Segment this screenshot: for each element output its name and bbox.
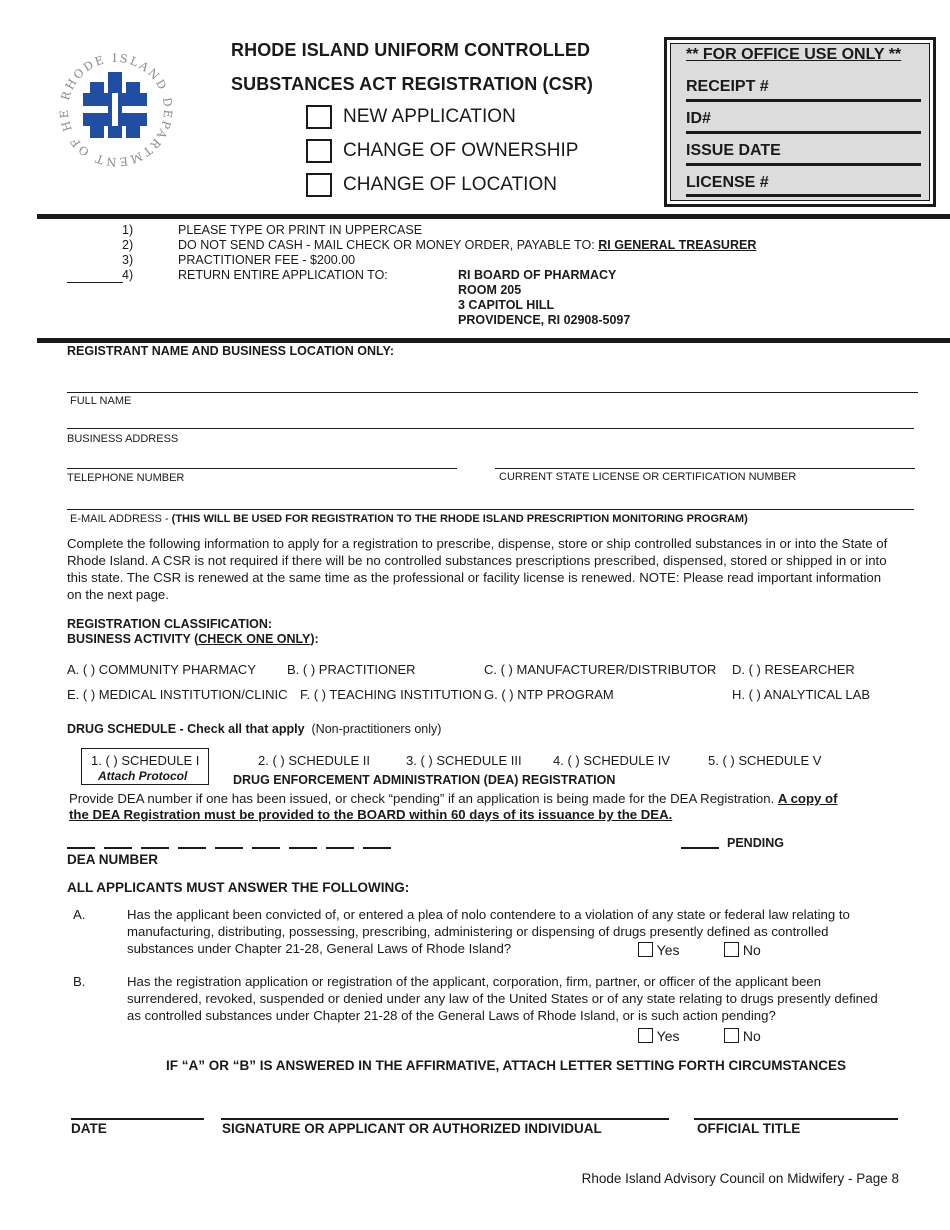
question-a-yes-checkbox[interactable] — [638, 942, 653, 957]
schedule-iii-option[interactable]: 3. ( ) SCHEDULE III — [406, 753, 522, 768]
svg-text:RHODE ISLAND DEPARTMENT OF HEA: RHODE ISLAND DEPARTMENT OF HE — [56, 50, 176, 170]
dea-number-label: DEA NUMBER — [67, 852, 158, 867]
instruction-number-1: 1) — [122, 223, 134, 237]
instruction-number-3: 3) — [122, 253, 134, 267]
business-activity-heading-a: BUSINESS ACTIVITY ( — [67, 632, 199, 646]
instruction-text-2-main: DO NOT SEND CASH - MAIL CHECK OR MONEY ORDER, PAYABLE TO: — [178, 238, 599, 252]
instruction-text-1: PLEASE TYPE OR PRINT IN UPPERCASE — [178, 223, 423, 237]
email-line[interactable] — [67, 509, 914, 510]
seal-cross-icon — [52, 38, 180, 170]
affirmative-note: IF “A” OR “B” IS ANSWERED IN THE AFFIRMATIVE, ATTACH LETTER SETTING FORTH CIRCUMSTANCES — [166, 1058, 846, 1073]
change-of-ownership-label: CHANGE OF OWNERSHIP — [343, 140, 579, 161]
dea-digit-2[interactable] — [104, 847, 132, 849]
dea-heading: DRUG ENFORCEMENT ADMINISTRATION (DEA) REGISTRATION — [233, 773, 616, 787]
id-field-line[interactable] — [686, 131, 921, 134]
issue-date-field-line[interactable] — [686, 163, 921, 166]
question-b-no-checkbox[interactable] — [724, 1028, 739, 1043]
new-application-checkbox[interactable] — [306, 105, 332, 129]
address-line-3: 3 CAPITOL HILL — [458, 298, 555, 312]
dea-digit-8[interactable] — [326, 847, 354, 849]
email-label-prefix: E-MAIL ADDRESS - — [70, 513, 172, 525]
schedule-i-option[interactable]: 1. ( ) SCHEDULE I — [91, 753, 200, 768]
license-field-line[interactable] — [686, 194, 921, 197]
official-title-line[interactable] — [694, 1118, 898, 1120]
business-address-label: BUSINESS ADDRESS — [67, 433, 179, 445]
classification-option-b[interactable]: B. ( ) PRACTITIONER — [287, 662, 416, 677]
dea-digit-5[interactable] — [215, 847, 243, 849]
date-line[interactable] — [71, 1118, 204, 1120]
schedule-i-box — [81, 748, 209, 785]
schedule-iv-option[interactable]: 4. ( ) SCHEDULE IV — [553, 753, 671, 768]
change-of-location-label: CHANGE OF LOCATION — [343, 174, 557, 195]
instruction-number-4: 4) — [122, 268, 134, 282]
drug-schedule-note: (Non-practitioners only) — [311, 722, 442, 736]
classification-option-e[interactable]: E. ( ) MEDICAL INSTITUTION/CLINIC — [67, 687, 288, 702]
form-title-line1: RHODE ISLAND UNIFORM CONTROLLED — [231, 40, 591, 60]
attach-protocol-note: Attach Protocol — [98, 769, 188, 783]
form-title-line2: SUBSTANCES ACT REGISTRATION (CSR) — [231, 74, 593, 94]
question-a-no-label: No — [742, 942, 761, 958]
receipt-field-line[interactable] — [686, 99, 921, 102]
change-of-location-checkbox[interactable] — [306, 173, 332, 197]
check-one-only: CHECK ONE ONLY — [198, 632, 311, 646]
office-use-heading: ** FOR OFFICE USE ONLY ** — [686, 46, 902, 63]
instruction-number-2: 2) — [122, 238, 134, 252]
address-line-1: RI BOARD OF PHARMACY — [458, 268, 617, 282]
department-seal — [52, 38, 180, 170]
question-b-yes-checkbox[interactable] — [638, 1028, 653, 1043]
question-b-label: B. — [73, 974, 86, 989]
signature-label: SIGNATURE OR APPLICANT OR AUTHORIZED INDIVIDUAL — [222, 1121, 602, 1136]
address-line-4: PROVIDENCE, RI 02908-5097 — [458, 313, 631, 327]
telephone-line[interactable] — [67, 468, 457, 469]
instruction-text-2 — [178, 238, 756, 252]
classification-option-g[interactable]: G. ( ) NTP PROGRAM — [484, 687, 614, 702]
telephone-label: TELEPHONE NUMBER — [67, 472, 185, 484]
change-of-ownership-checkbox[interactable] — [306, 139, 332, 163]
question-a-yes[interactable] — [638, 942, 679, 958]
page-footer: Rhode Island Advisory Council on Midwifery - Page 8 — [581, 1171, 899, 1186]
question-a-yes-label: Yes — [656, 942, 680, 958]
schedule-ii-option[interactable]: 2. ( ) SCHEDULE II — [258, 753, 370, 768]
dea-instructions-text: Provide DEA number if one has been issued, or check “pending” if an application is being made for the DEA Registration. — [69, 791, 778, 806]
instruction-4-blank-line[interactable] — [67, 282, 123, 283]
office-use-box — [664, 37, 936, 207]
pending-check-line[interactable] — [681, 847, 719, 849]
email-label-note: (THIS WILL BE USED FOR REGISTRATION TO THE RHODE ISLAND PRESCRIPTION MONITORING PROGRAM) — [171, 513, 748, 525]
new-application-label: NEW APPLICATION — [343, 106, 516, 127]
business-activity-heading-c: ): — [310, 632, 319, 646]
classification-option-h[interactable]: H. ( ) ANALYTICAL LAB — [732, 687, 870, 702]
question-b-no-label: No — [742, 1028, 761, 1044]
license-number-line[interactable] — [495, 468, 915, 469]
id-field-label: ID# — [686, 110, 711, 127]
classification-heading: REGISTRATION CLASSIFICATION: — [67, 617, 273, 631]
question-b-yes[interactable] — [638, 1028, 679, 1044]
question-b-text: Has the registration application or registration of the applicant, corporation, firm, partner, or officer of the applicant been surrendered, revoked, suspended or denied under any law of the United States or of any state relating to drugs presently defined as controlled substances under Chapter 21-28 of the General Laws of Rhode Island, or is such action pending? — [127, 974, 878, 1023]
instructions-divider — [37, 338, 950, 343]
drug-schedule-title: DRUG SCHEDULE - Check all that apply — [67, 722, 305, 736]
business-address-line[interactable] — [67, 428, 914, 429]
classification-option-a[interactable]: A. ( ) COMMUNITY PHARMACY — [67, 662, 256, 677]
payee-name: RI GENERAL TREASURER — [598, 238, 757, 252]
classification-option-f[interactable]: F. ( ) TEACHING INSTITUTION — [300, 687, 482, 702]
classification-option-c[interactable]: C. ( ) MANUFACTURER/DISTRIBUTOR — [484, 662, 717, 677]
instruction-text-4: RETURN ENTIRE APPLICATION TO: — [178, 268, 388, 282]
dea-digit-7[interactable] — [289, 847, 317, 849]
question-a-no[interactable] — [724, 942, 761, 958]
instruction-text-3: PRACTITIONER FEE - $200.00 — [178, 253, 356, 267]
question-a-no-checkbox[interactable] — [724, 942, 739, 957]
full-name-label: FULL NAME — [70, 395, 132, 407]
dea-instructions-underlined-2: the DEA Registration must be provided to the BOARD within 60 days of its issuance by the DEA. — [69, 807, 673, 822]
dea-digit-6[interactable] — [252, 847, 280, 849]
dea-instructions — [69, 791, 904, 823]
question-b-yes-label: Yes — [656, 1028, 680, 1044]
dea-digit-3[interactable] — [141, 847, 169, 849]
email-label — [70, 513, 748, 525]
dea-digit-1[interactable] — [67, 847, 95, 849]
date-label: DATE — [71, 1121, 107, 1136]
classification-option-d[interactable]: D. ( ) RESEARCHER — [732, 662, 855, 677]
question-a-text: Has the applicant been convicted of, or entered a plea of nolo contendere to a violation of any state or federal law relating to manufacturing, distributing, possessing, prescribing, administering or dispensing of drugs presently defined as controlled substances under Chapter 21-28, General Laws of Rhode Island? — [127, 907, 850, 956]
intro-paragraph: Complete the following information to apply for a registration to prescribe, dispense, store or ship controlled substances in or into the State of Rhode Island. A CSR is not required if there will be no controlled substances prescriptions prescribed, dispensed, stored or shipped in or into this state. The CSR is renewed at the same time as the professional or facility license is renewed. NOTE: Please read important information on the next page. — [67, 536, 888, 602]
questions-heading: ALL APPLICANTS MUST ANSWER THE FOLLOWING: — [67, 880, 410, 895]
official-title-label: OFFICIAL TITLE — [697, 1121, 801, 1136]
pending-label: PENDING — [727, 836, 784, 850]
license-field-label: LICENSE # — [686, 174, 769, 191]
schedule-v-option[interactable]: 5. ( ) SCHEDULE V — [708, 753, 822, 768]
registrant-heading: REGISTRANT NAME AND BUSINESS LOCATION ONLY: — [67, 344, 395, 358]
license-number-label: CURRENT STATE LICENSE OR CERTIFICATION NUMBER — [499, 471, 797, 483]
question-a-label: A. — [73, 907, 86, 922]
dea-instructions-underlined-1: A copy of — [777, 791, 838, 806]
full-name-line[interactable] — [67, 392, 918, 393]
dea-digit-9[interactable] — [363, 847, 391, 849]
mailing-address — [458, 268, 630, 328]
business-activity-heading — [67, 632, 319, 646]
question-b-no[interactable] — [724, 1028, 761, 1044]
issue-date-field-label: ISSUE DATE — [686, 142, 781, 159]
address-line-2: ROOM 205 — [458, 283, 522, 297]
receipt-field-label: RECEIPT # — [686, 78, 769, 95]
header-divider — [37, 214, 950, 219]
dea-digit-4[interactable] — [178, 847, 206, 849]
drug-schedule-heading — [67, 722, 441, 736]
signature-line[interactable] — [221, 1118, 669, 1120]
